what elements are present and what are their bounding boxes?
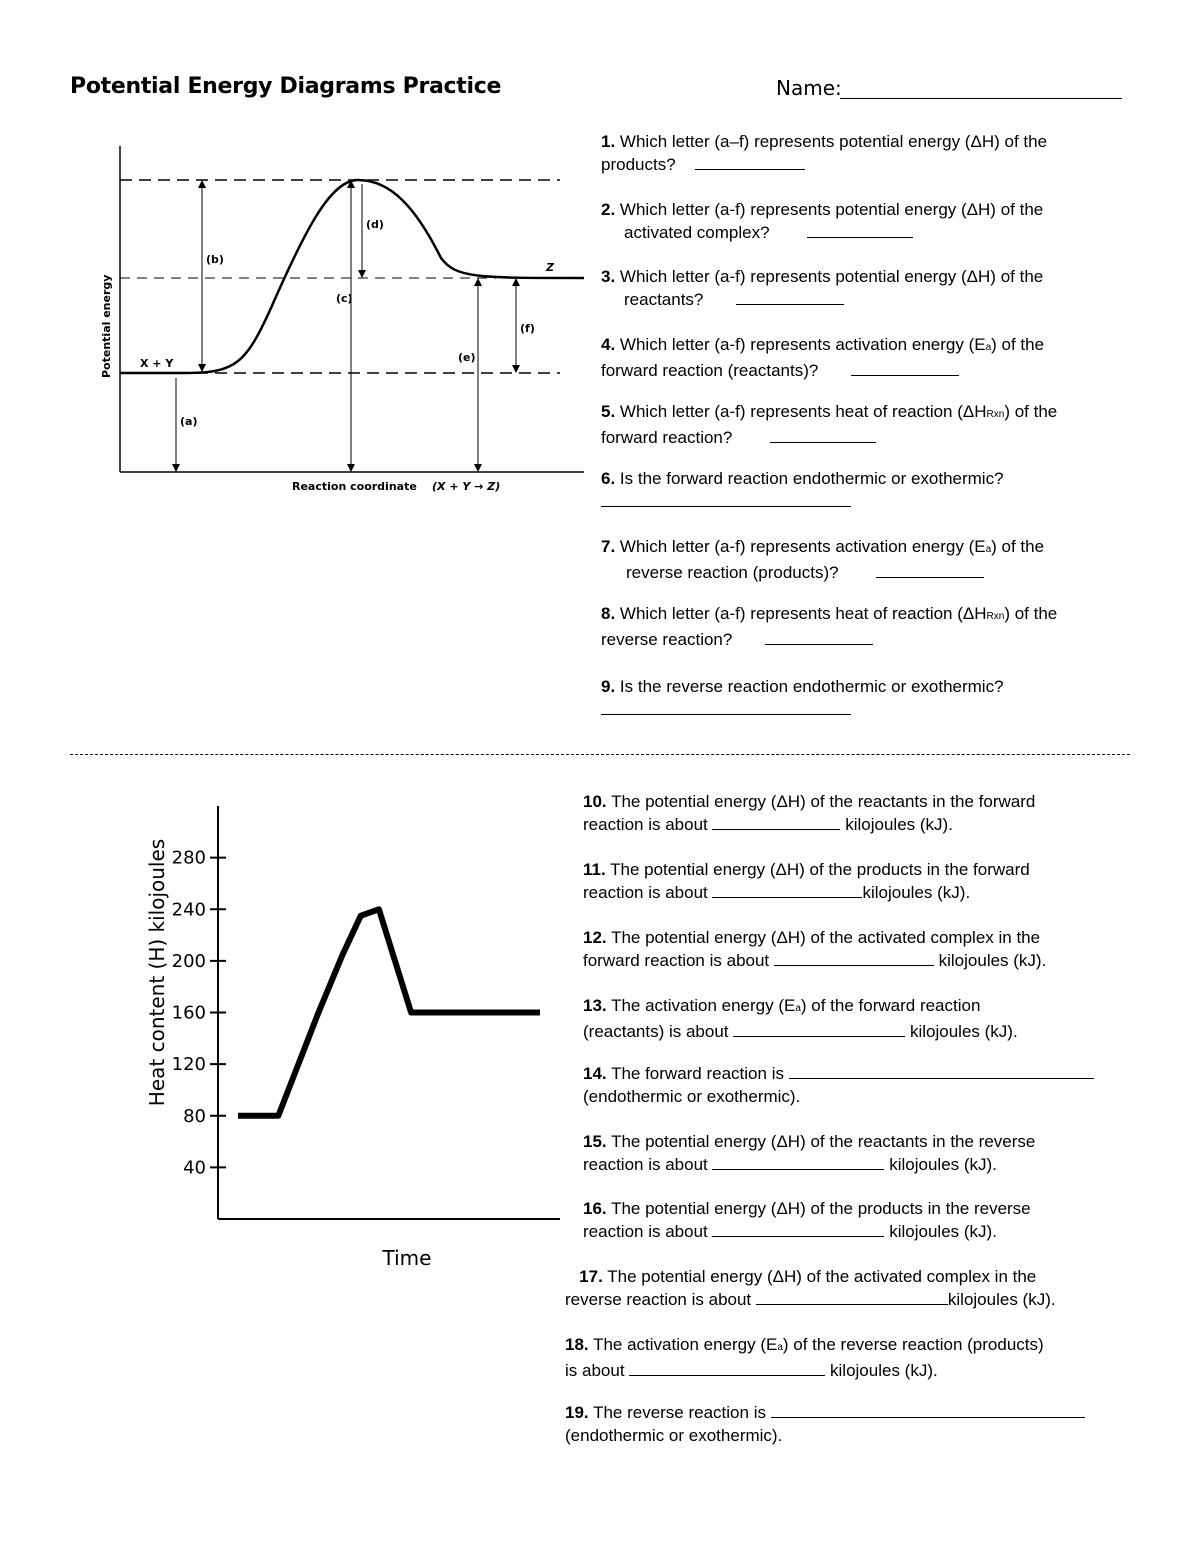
answer-13[interactable] <box>733 1022 905 1037</box>
diagram1-y-label: Potential energy <box>100 274 113 378</box>
label-c: (c) <box>336 292 353 305</box>
question-14: 14. The forward reaction is (endothermic or exothermic). <box>583 1062 1094 1108</box>
answer-15[interactable] <box>712 1155 884 1170</box>
question-7: 7. Which letter (a-f) represents activation energy (Ea) of the reverse reaction (products)? <box>601 537 1045 582</box>
question-18: 18. The activation energy (Ea) of the reverse reaction (products) is about kilojoules (kJ). <box>565 1335 1044 1380</box>
question-3: 3. Which letter (a-f) represents potential energy (ΔH) of the reactants? <box>601 267 1044 309</box>
section-divider <box>70 754 1130 755</box>
label-d: (d) <box>366 218 384 231</box>
answer-19[interactable] <box>771 1403 1085 1418</box>
answer-12[interactable] <box>774 951 934 966</box>
answer-16[interactable] <box>712 1222 884 1237</box>
question-10: 10. The potential energy (ΔH) of the reactants in the forward reaction is about kilojoules (kJ). <box>583 792 1036 834</box>
series-line <box>238 909 540 1116</box>
answer-4[interactable] <box>851 361 959 376</box>
question-5: 5. Which letter (a-f) represents heat of reaction (ΔHRxn) of the forward reaction? <box>601 402 1058 447</box>
question-8: 8. Which letter (a-f) represents heat of reaction (ΔHRxn) of the reverse reaction? <box>601 604 1058 649</box>
heat-content-chart <box>140 798 570 1278</box>
answer-5[interactable] <box>770 428 876 443</box>
question-13: 13. The activation energy (Ea) of the forward reaction (reactants) is about kilojoules (kJ). <box>583 996 1018 1041</box>
question-15: 15. The potential energy (ΔH) of the reactants in the reverse reaction is about kilojoules (kJ). <box>583 1132 1036 1174</box>
answer-2[interactable] <box>807 223 913 238</box>
name-field[interactable] <box>840 98 1122 99</box>
diagram1-x-label: Reaction coordinate <box>292 480 417 493</box>
y-tick-label: 120 <box>171 1054 206 1076</box>
question-12: 12. The potential energy (ΔH) of the activated complex in the forward reaction is about kilojoules (kJ). <box>583 928 1047 970</box>
reactant-label: X + Y <box>140 357 174 370</box>
answer-17[interactable] <box>756 1290 948 1305</box>
answer-1[interactable] <box>695 155 805 170</box>
answer-9[interactable] <box>601 700 851 715</box>
question-16: 16. The potential energy (ΔH) of the products in the reverse reaction is about kilojoules (kJ). <box>583 1199 1031 1241</box>
question-17: 17. The potential energy (ΔH) of the activated complex in the reverse reaction is about kilojoules (kJ). <box>565 1267 1056 1309</box>
answer-10[interactable] <box>712 815 840 830</box>
y-tick-label: 80 <box>183 1105 206 1127</box>
answer-7[interactable] <box>876 563 984 578</box>
question-2: 2. Which letter (a-f) represents potential energy (ΔH) of the activated complex? <box>601 200 1044 242</box>
product-label: Z <box>546 261 554 274</box>
chart-y-label: Heat content (H) kilojoules <box>145 838 169 1107</box>
y-tick-label: 240 <box>171 899 206 921</box>
answer-3[interactable] <box>736 290 844 305</box>
y-tick-label: 280 <box>171 847 206 869</box>
chart-x-label: Time <box>382 1246 432 1270</box>
answer-18[interactable] <box>629 1361 825 1376</box>
question-11: 11. The potential energy (ΔH) of the products in the forward reaction is about kilojoules (kJ). <box>583 860 1030 902</box>
label-b: (b) <box>206 253 224 266</box>
answer-11[interactable] <box>712 883 862 898</box>
y-tick-label: 160 <box>171 1002 206 1024</box>
question-9: 9. Is the reverse reaction endothermic or exothermic? <box>601 675 1004 721</box>
name-label: Name: <box>776 76 842 100</box>
question-6: 6. Is the forward reaction endothermic or exothermic? <box>601 467 1004 513</box>
question-1: 1. Which letter (a–f) represents potential energy (ΔH) of the products? <box>601 132 1048 174</box>
question-19: 19. The reverse reaction is (endothermic or exothermic). <box>565 1401 1085 1447</box>
diagram1-x-label-expr: (X + Y → Z) <box>432 480 501 493</box>
potential-energy-diagram <box>96 128 596 508</box>
answer-14[interactable] <box>789 1064 1094 1079</box>
label-a: (a) <box>180 415 198 428</box>
label-e: (e) <box>458 351 476 364</box>
label-f: (f) <box>520 322 535 335</box>
answer-8[interactable] <box>765 630 873 645</box>
question-4: 4. Which letter (a-f) represents activation energy (Ea) of the forward reaction (reactants)? <box>601 335 1045 380</box>
answer-6[interactable] <box>601 492 851 507</box>
page-title: Potential Energy Diagrams Practice <box>70 74 502 99</box>
y-tick-label: 200 <box>171 950 206 972</box>
y-tick-label: 40 <box>183 1157 206 1179</box>
